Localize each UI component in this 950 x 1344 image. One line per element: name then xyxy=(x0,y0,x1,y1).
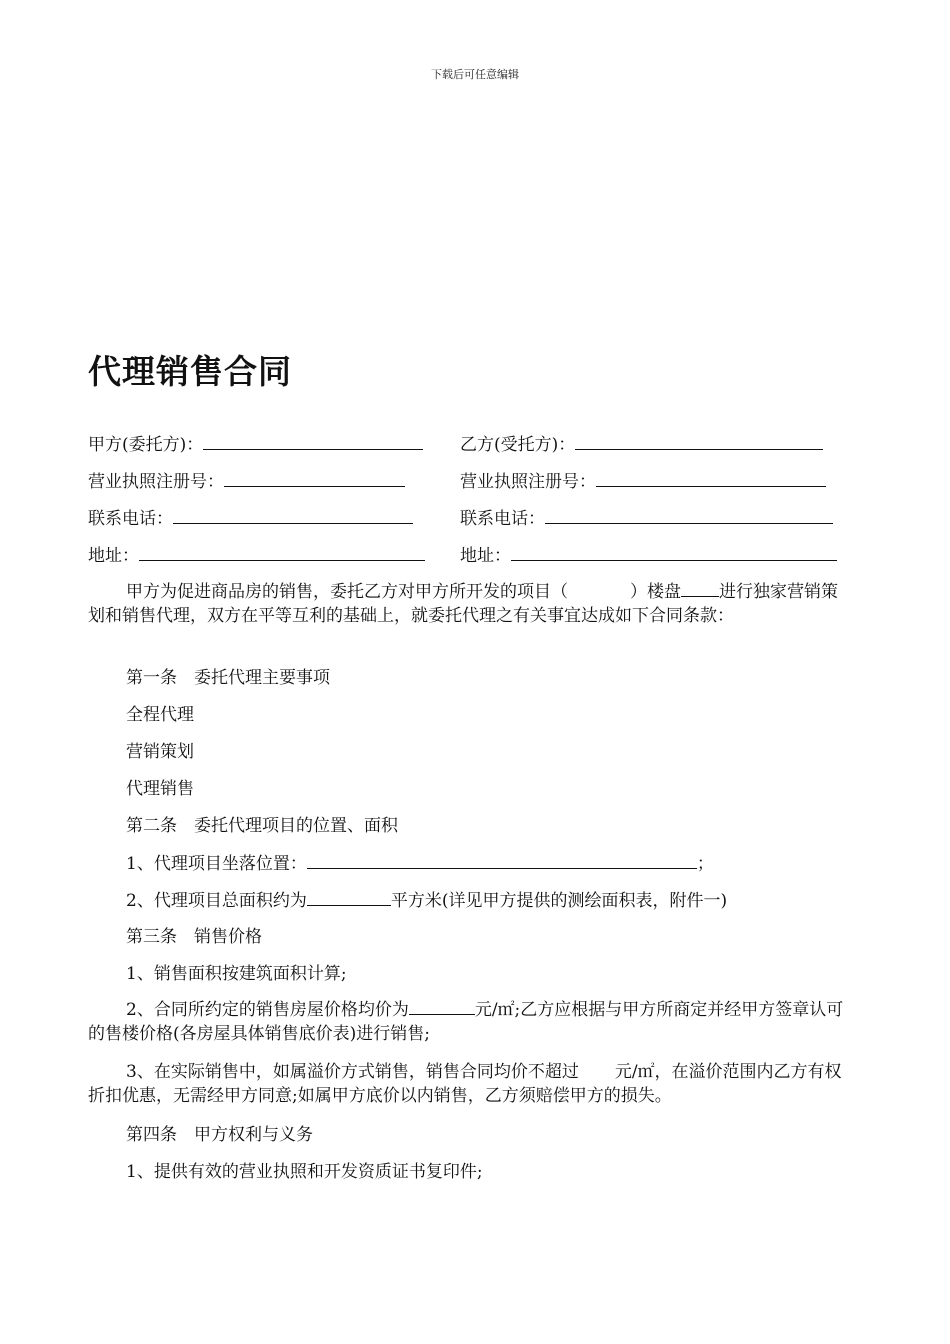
article1-item-1: 全程代理 xyxy=(126,705,194,725)
party-b-address-row xyxy=(460,544,837,567)
party-b-license-row xyxy=(460,470,826,493)
party-a-phone-label: 联系电话： xyxy=(88,509,173,529)
article3-item-3 xyxy=(88,1060,844,1108)
party-a-address-row xyxy=(88,544,425,567)
party-a-address-field xyxy=(139,544,425,561)
article3-item-2 xyxy=(88,998,844,1046)
intro-blank xyxy=(681,580,719,597)
party-a-license-field xyxy=(224,470,405,487)
party-b-phone-row xyxy=(460,507,833,530)
article3-heading: 第三条 销售价格 xyxy=(126,927,262,947)
article2-heading: 第二条 委托代理项目的位置、面积 xyxy=(126,816,398,836)
party-a-name-field xyxy=(203,433,423,450)
article3-item-1: 1、销售面积按建筑面积计算; xyxy=(126,964,347,984)
article1-item-2: 营销策划 xyxy=(126,742,194,762)
party-b-name-label: 乙方(受托方)： xyxy=(460,435,576,455)
avg-price-field xyxy=(409,998,475,1015)
article1-heading: 第一条 委托代理主要事项 xyxy=(126,668,330,688)
intro-text-1: 甲方为促进商品房的销售，委托乙方对甲方所开发的项目（ xyxy=(126,582,568,602)
party-b-phone-field xyxy=(545,507,833,524)
party-a-name-label: 甲方(委托方)： xyxy=(88,435,204,455)
article2-item-1 xyxy=(126,852,714,875)
party-b-phone-label: 联系电话： xyxy=(460,509,545,529)
party-b-license-label: 营业执照注册号： xyxy=(460,472,596,492)
party-b-name-field xyxy=(575,433,823,450)
article2-item1-label: 1、代理项目坐落位置： xyxy=(126,854,307,874)
article1-item-3: 代理销售 xyxy=(126,779,194,799)
intro-text-3: 进行独家营销策划和销售代理，双方在平等互利的基础上，就委托代理之有关事宜达成如下合同条款： xyxy=(88,582,838,626)
party-b-name-row xyxy=(460,433,823,456)
header-note: 下载后可任意编辑 xyxy=(431,68,519,81)
party-a-license-label: 营业执照注册号： xyxy=(88,472,224,492)
party-a-address-label: 地址： xyxy=(88,546,139,566)
article4-item-1: 1、提供有效的营业执照和开发资质证书复印件; xyxy=(126,1162,483,1182)
article2-item2-b: 平方米(详见甲方提供的测绘面积表，附件一) xyxy=(390,891,728,911)
article3-item2-a: 2、合同所约定的销售房屋价格均价为 xyxy=(126,1000,409,1020)
article3-item2-b: 元/㎡;乙方应根据与甲方所商定并经甲方签章认可的售楼价格(各房屋具体销售底价表)进行销售; xyxy=(88,1000,844,1044)
party-a-name-row xyxy=(88,433,423,456)
article2-item2-a: 2、代理项目总面积约为 xyxy=(126,891,307,911)
location-field xyxy=(307,852,697,869)
article3-item3-b: 元/㎡，在溢价范围内乙方有权折扣优惠，无需经甲方同意;如属甲方底价以内销售，乙方须赔偿甲方的损失。 xyxy=(88,1062,842,1106)
party-b-address-label: 地址： xyxy=(460,546,511,566)
intro-paragraph xyxy=(88,580,844,628)
document-title: 代理销售合同 xyxy=(88,352,292,391)
article3-item3-a: 3、在实际销售中，如属溢价方式销售，销售合同均价不超过 xyxy=(126,1062,579,1082)
party-a-phone-field xyxy=(173,507,413,524)
party-a-license-row xyxy=(88,470,405,493)
party-b-license-field xyxy=(596,470,826,487)
intro-text-2: ）楼盘 xyxy=(630,582,681,602)
article2-item1-end: ； xyxy=(696,854,714,874)
party-a-phone-row xyxy=(88,507,413,530)
article2-item-2 xyxy=(126,889,727,912)
party-b-address-field xyxy=(511,544,837,561)
area-field xyxy=(307,889,391,906)
article4-heading: 第四条 甲方权利与义务 xyxy=(126,1125,313,1145)
